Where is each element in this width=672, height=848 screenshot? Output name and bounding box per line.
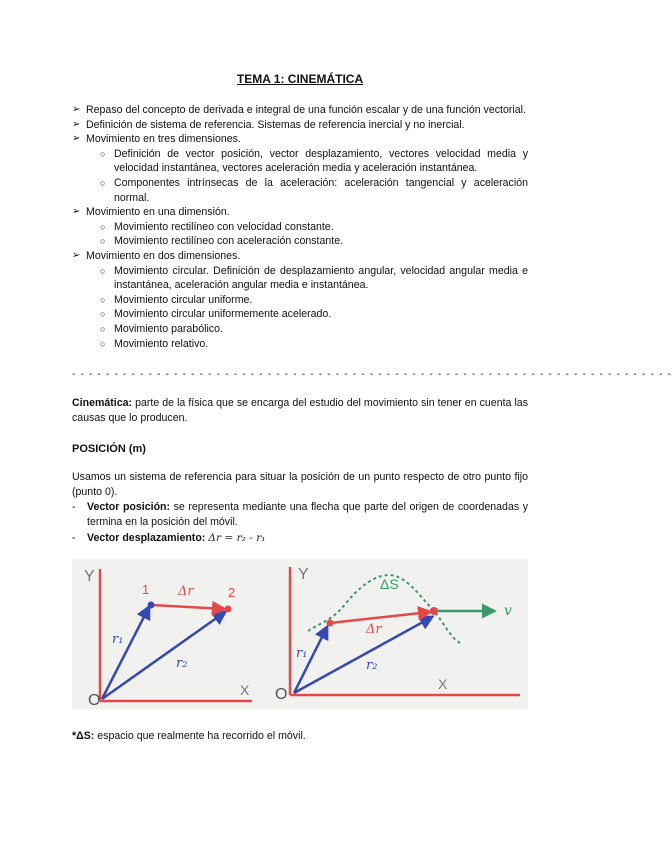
circle-bullet-icon: ○	[100, 148, 106, 159]
right-y-label: Y	[298, 566, 309, 583]
subtopic-item: ○ Movimiento circular uniformemente acelerado.	[100, 308, 332, 321]
circle-bullet-icon: ○	[100, 323, 106, 334]
left-point-2	[225, 606, 232, 613]
left-point-1-label: 1	[142, 582, 150, 597]
right-point-2	[430, 607, 438, 615]
circle-bullet-icon: ○	[100, 309, 106, 320]
displacement-formula: Δr = r₂ - r₁	[208, 532, 266, 544]
arrow-bullet-icon: ➢	[72, 206, 81, 218]
right-r2-label: r₂	[366, 658, 378, 673]
topic-item: ➢ Movimiento en tres dimensiones.	[72, 133, 241, 146]
left-r2-label: r₂	[176, 656, 188, 671]
subtopic-item: ○ Movimiento rectilíneo con aceleración constante.	[100, 235, 344, 248]
posicion-heading: POSICIÓN (m)	[72, 443, 146, 455]
page-title: TEMA 1: CINEMÁTICA	[236, 72, 364, 86]
subtopic-item: ○ Definición de vector posición, vector desplazamiento, vectores velocidad media y velocidad instantánea, vectores aceleración media y aceleración instantánea.	[100, 147, 528, 175]
right-point-1	[327, 620, 334, 627]
left-y-label: Y	[84, 568, 95, 585]
right-x-label: X	[438, 676, 448, 692]
left-point-1	[148, 602, 155, 609]
subtopic-item: ○ Movimiento relativo.	[100, 337, 209, 350]
whiteboard-figure	[72, 559, 528, 709]
right-ds-label: ΔS	[380, 576, 399, 592]
subtopic-item: ○ Movimiento parabólico.	[100, 322, 223, 335]
left-point-2-label: 2	[228, 585, 236, 600]
topic-item: ➢ Movimiento en una dimensión.	[72, 206, 230, 219]
vector-posicion-item: - Vector posición: se representa mediante una flecha que parte del origen de coordenadas y termina en la posición del móvil.	[72, 501, 528, 528]
topic-item: ➢ Repaso del concepto de derivada e integral de una función escalar y de una función vectorial.	[72, 104, 526, 116]
left-dr-label: Δr	[178, 584, 194, 599]
arrow-bullet-icon: ➢	[72, 118, 81, 130]
subtopic-item: ○ Movimiento circular uniforme.	[100, 293, 253, 306]
section-separator: - - - - - - - - - - - - - - - - - - - - - - - - - - - - - - - - - - - - - - - - - - - - - - - - - - - - - - - - - - - - - - - - - - - - - - -	[72, 369, 672, 380]
left-x-label: X	[240, 682, 250, 698]
posicion-intro: Usamos un sistema de referencia para situar la posición de un punto respecto de otro punto fijo (punto 0).	[72, 471, 528, 498]
vector-desplazamiento-item: - Vector desplazamiento: Δr = r₂ - r₁	[72, 532, 266, 544]
circle-bullet-icon: ○	[100, 236, 106, 247]
circle-bullet-icon: ○	[100, 221, 106, 232]
left-origin-label: O	[88, 692, 101, 709]
circle-bullet-icon: ○	[100, 177, 106, 188]
arrow-bullet-icon: ➢	[72, 133, 81, 145]
circle-bullet-icon: ○	[100, 265, 106, 276]
circle-bullet-icon: ○	[100, 338, 106, 349]
topic-list	[72, 103, 528, 351]
delta-s-note: *ΔS: espacio que realmente ha recorrido el móvil.	[72, 730, 306, 742]
left-r1-label: r₁	[112, 632, 124, 647]
right-dr-label: Δr	[366, 622, 382, 637]
topic-item: ➢ Movimiento en dos dimensiones.	[72, 249, 241, 262]
cinematica-definition: Cinemática: parte de la física que se encarga del estudio del movimiento sin tener en cuenta las causas que lo producen.	[72, 397, 528, 424]
right-v-label: v	[504, 603, 512, 619]
cinematica-term: Cinemática:	[72, 397, 133, 409]
arrow-bullet-icon: ➢	[72, 249, 81, 261]
dash-bullet: -	[72, 532, 76, 544]
arrow-bullet-icon: ➢	[72, 104, 81, 115]
dash-bullet: -	[72, 501, 76, 513]
subtopic-item: ○ Movimiento rectilíneo con velocidad constante.	[100, 220, 334, 233]
right-r1-label: r₁	[296, 646, 308, 661]
subtopic-item: ○ Componentes intrínsecas de la aceleración: aceleración tangencial y aceleración normal.	[100, 176, 528, 204]
right-origin-label: O	[275, 686, 288, 703]
topic-item: ➢ Definición de sistema de referencia. Sistemas de referencia inercial y no inercial.	[72, 118, 465, 131]
subtopic-item: ○ Movimiento circular. Definición de desplazamiento angular, velocidad angular media e instantánea, aceleración angular media e instantánea.	[100, 264, 528, 292]
circle-bullet-icon: ○	[100, 294, 106, 305]
